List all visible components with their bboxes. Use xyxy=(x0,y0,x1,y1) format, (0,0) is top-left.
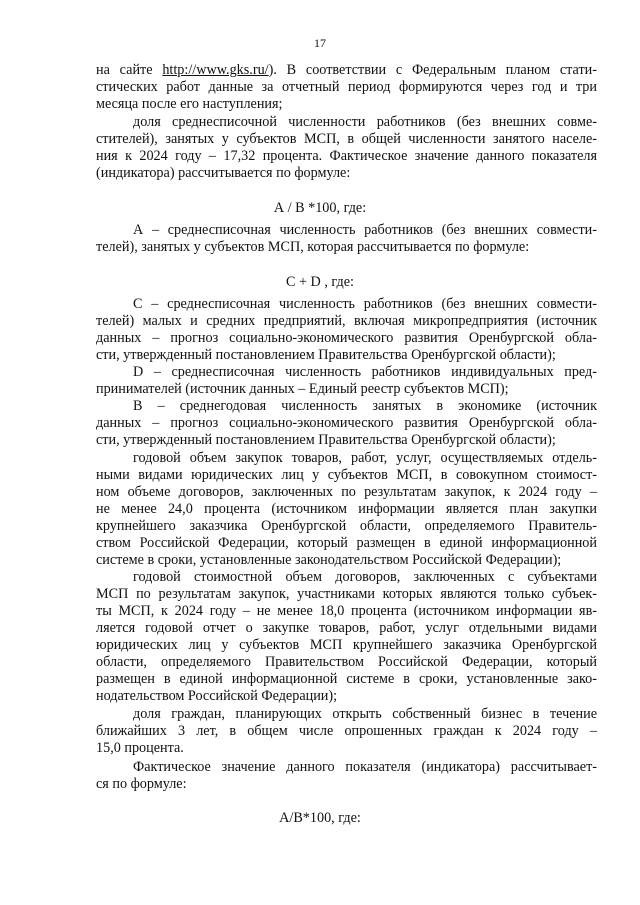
text-line: системе в сроки, установленные законодательством Российской Федерации); xyxy=(96,552,562,568)
text-line: ляется годовой отчет о закупке товаров, работ, услуг отдельными видами xyxy=(96,620,597,636)
text-line: С – среднесписочная численность работников (без внешних совмести- xyxy=(133,296,597,312)
text-line: Фактическое значение данного показателя (индикатора) рассчитывает- xyxy=(133,759,597,775)
text-line: годовой объем закупок товаров, работ, услуг, осуществляемых отдель- xyxy=(133,450,597,466)
text-line: размещен в единой информационной системе в сроки, установленные зако- xyxy=(96,671,597,687)
gks-link[interactable]: http://www.gks.ru/ xyxy=(162,62,269,78)
page-number: 17 xyxy=(314,36,326,50)
text-line: ния к 2024 году – 17,32 процента. Фактическое значение данного показателя xyxy=(96,148,597,164)
text-line: на сайте http://www.gks.ru/). В соответствии с Федеральным планом стати- xyxy=(96,62,597,78)
text-line: данных – прогноз социально-экономического развития Оренбургской обла- xyxy=(96,415,597,431)
text-line: области, определяемого Правительством Российской Федерации, который xyxy=(96,654,597,670)
text-line: А – среднесписочная численность работников (без внешних совмести- xyxy=(133,222,597,238)
formula: А/В*100, где: xyxy=(279,810,361,826)
text-line: (индикатора) рассчитывается по формуле: xyxy=(96,165,351,181)
text-line: не менее 24,0 процента (источником информации является план закупки xyxy=(96,501,597,517)
text-line: ными видами юридических лиц у субъектов МСП, в совокупном стоимост- xyxy=(96,467,597,483)
text-line: ся по формуле: xyxy=(96,776,187,792)
text-line: стических работ данные за отчетный период формируются через год и три xyxy=(96,79,597,95)
text-line: стителей), занятых у субъектов МСП, в общей численности занятого населе- xyxy=(96,131,597,147)
text-line: 15,0 процента. xyxy=(96,740,184,756)
text-line: нодательством Российской Федерации); xyxy=(96,688,338,704)
text-line: годовой стоимостной объем договоров, заключенных с субъектами xyxy=(133,569,597,585)
text-line: принимателей (источник данных – Единый реестр субъектов МСП); xyxy=(96,381,509,397)
text-line: доля граждан, планирующих открыть собственный бизнес в течение xyxy=(133,706,597,722)
text-line: телей) малых и средних предприятий, включая микропредприятия (источник xyxy=(96,313,597,329)
text-line: сти, утвержденный постановлением Правительства Оренбургской области); xyxy=(96,432,556,448)
text-line: ном объеме договоров, заключенных по результатам закупок, к 2024 году – xyxy=(96,484,597,500)
text-line: телей), занятых у субъектов МСП, которая рассчитывается по формуле: xyxy=(96,239,530,255)
formula: С + D , где: xyxy=(285,274,354,290)
text-line: В – среднегодовая численность занятых в экономике (источник xyxy=(133,398,597,414)
text-line: ством Российской Федерации, который размещен в единой информационной xyxy=(96,535,597,551)
text-line: юридических лиц у субъектов МСП крупнейшего заказчика Оренбургской xyxy=(96,637,597,653)
text-line: МСП по результатам закупок, участниками которых являются только субъек- xyxy=(96,586,597,602)
text-line: D – среднесписочная численность работников индивидуальных пред- xyxy=(133,364,597,380)
text-line: сти, утвержденный постановлением Правительства Оренбургской области); xyxy=(96,347,556,363)
text-line: месяца после его наступления; xyxy=(96,96,283,112)
text-line: крупнейшего заказчика Оренбургской области, определяемого Правитель- xyxy=(96,518,597,534)
text-line: доля среднесписочной численности работников (без внешних совме- xyxy=(133,114,597,130)
text-line: данных – прогноз социально-экономического развития Оренбургской обла- xyxy=(96,330,597,346)
text-line: ближайших 3 лет, в общем числе опрошенных граждан к 2024 году – xyxy=(96,723,597,739)
text-line: ты МСП, к 2024 году – не менее 18,0 процента (источником информации яв- xyxy=(96,603,597,619)
formula: А / В *100, где: xyxy=(273,200,367,216)
